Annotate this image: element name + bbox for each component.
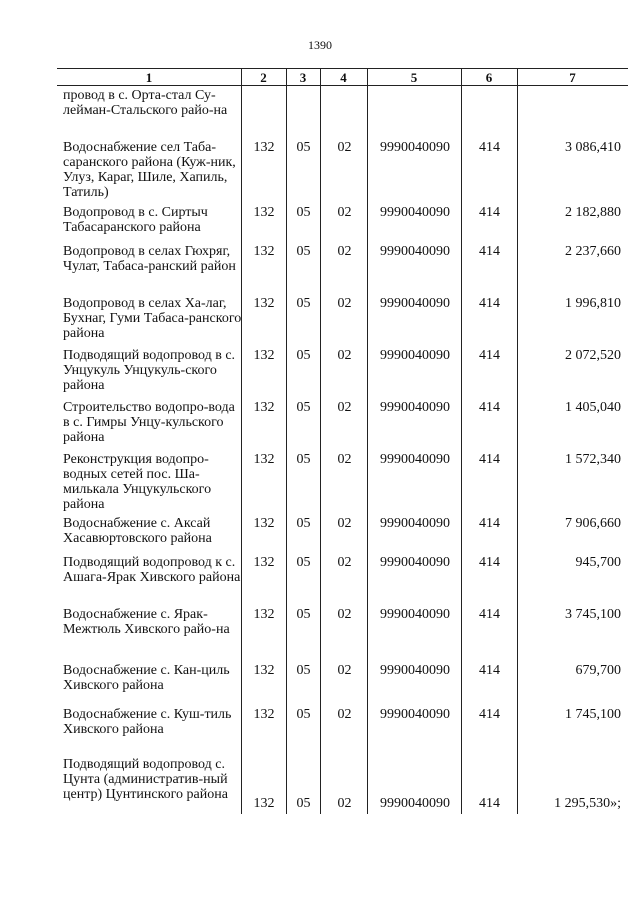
code-subsection: 02: [337, 516, 352, 531]
amount: 1 295,530»;: [554, 796, 621, 811]
object-name: Водопровод в с. Сиртыч Табасаранского района: [63, 205, 208, 235]
code-section: 05: [296, 140, 311, 155]
amount: 3 086,410: [565, 140, 621, 155]
amount: 1 996,810: [565, 296, 621, 311]
page-number: 1390: [308, 38, 332, 52]
amount: 945,700: [575, 555, 621, 570]
code-subsection: 02: [337, 707, 352, 722]
code-subsection: 02: [337, 555, 352, 570]
column-divider: [320, 69, 321, 814]
code-expense-type: 414: [479, 707, 500, 722]
object-name: Водоснабжение с. Ярак-Межтюль Хивского райо-на: [63, 607, 230, 637]
code-target-article: 9990040090: [380, 348, 450, 363]
code-expense-type: 414: [479, 348, 500, 363]
code-target-article: 9990040090: [380, 205, 450, 220]
code-target-article: 9990040090: [380, 607, 450, 622]
code-section: 05: [296, 663, 311, 678]
code-expense-type: 414: [479, 516, 500, 531]
code-ministry: 132: [253, 516, 275, 531]
amount: 679,700: [575, 663, 621, 678]
code-subsection: 02: [337, 205, 352, 220]
header-col-3: 3: [299, 70, 307, 85]
header-col-7: 7: [569, 70, 576, 85]
code-ministry: 132: [253, 400, 275, 415]
code-section: 05: [296, 707, 311, 722]
code-subsection: 02: [337, 452, 352, 467]
code-subsection: 02: [337, 296, 352, 311]
amount: 7 906,660: [565, 516, 621, 531]
object-name: Строительство водопро-вода в с. Гимры Унцу-кульского района: [63, 400, 235, 445]
code-target-article: 9990040090: [380, 555, 450, 570]
code-expense-type: 414: [479, 796, 500, 811]
header-col-4: 4: [340, 70, 347, 85]
code-target-article: 9990040090: [380, 140, 450, 155]
code-expense-type: 414: [479, 205, 500, 220]
code-ministry: 132: [253, 796, 275, 811]
code-ministry: 132: [253, 555, 275, 570]
code-ministry: 132: [253, 244, 275, 259]
code-expense-type: 414: [479, 400, 500, 415]
code-target-article: 9990040090: [380, 452, 450, 467]
code-ministry: 132: [253, 205, 275, 220]
column-divider: [286, 69, 287, 814]
code-ministry: 132: [253, 607, 275, 622]
column-divider: [367, 69, 368, 814]
object-name: Реконструкция водопро-водных сетей пос. Ша-милькала Унцукульского района: [63, 452, 212, 512]
object-name: Водоснабжение сел Таба-саранского района (Куж-ник, Улуз, Караг, Шиле, Хапиль, Татиль): [63, 140, 236, 200]
code-section: 05: [296, 205, 311, 220]
budget-table: [57, 68, 628, 811]
object-name: Водоснабжение с. Аксай Хасавюртовского района: [63, 516, 212, 546]
amount: 2 237,660: [565, 244, 621, 259]
code-section: 05: [296, 348, 311, 363]
code-subsection: 02: [337, 400, 352, 415]
code-target-article: 9990040090: [380, 296, 450, 311]
code-section: 05: [296, 607, 311, 622]
object-name: Водоснабжение с. Куш-тиль Хивского района: [63, 707, 232, 737]
code-target-article: 9990040090: [380, 516, 450, 531]
code-section: 05: [296, 244, 311, 259]
code-section: 05: [296, 516, 311, 531]
object-name: провод в с. Орта-стал Су-лейман-Стальского райо-на: [63, 88, 228, 118]
column-divider: [517, 69, 518, 814]
object-name: Подводящий водопровод с. Цунта (административ-ный центр) Цунтинского района: [63, 757, 228, 802]
amount: 3 745,100: [565, 607, 621, 622]
code-expense-type: 414: [479, 244, 500, 259]
code-subsection: 02: [337, 244, 352, 259]
header-col-2: 2: [260, 70, 267, 85]
code-target-article: 9990040090: [380, 400, 450, 415]
code-subsection: 02: [337, 663, 352, 678]
header-col-1: 1: [145, 70, 153, 85]
column-divider: [461, 69, 462, 814]
code-target-article: 9990040090: [380, 663, 450, 678]
code-ministry: 132: [253, 348, 275, 363]
code-expense-type: 414: [479, 452, 500, 467]
code-expense-type: 414: [479, 607, 500, 622]
code-target-article: 9990040090: [380, 244, 450, 259]
code-expense-type: 414: [479, 555, 500, 570]
code-section: 05: [296, 296, 311, 311]
amount: 1 572,340: [565, 452, 621, 467]
object-name: Подводящий водопровод в с. Унцукуль Унцукуль-ского района: [63, 348, 236, 393]
code-section: 05: [296, 452, 311, 467]
table-header: [57, 69, 628, 86]
amount: 2 182,880: [565, 205, 621, 220]
code-section: 05: [296, 796, 311, 811]
object-name: Водоснабжение с. Кан-циль Хивского района: [63, 663, 230, 693]
code-expense-type: 414: [479, 296, 500, 311]
object-name: Водопровод в селах Гюхряг, Чулат, Табаса-ранский район: [63, 244, 236, 274]
code-subsection: 02: [337, 140, 352, 155]
header-col-6: 6: [485, 70, 493, 85]
object-name: Водопровод в селах Ха-лаг, Бухнаг, Гуми Табаса-ранского района: [63, 296, 242, 341]
code-subsection: 02: [337, 348, 352, 363]
code-expense-type: 414: [479, 140, 500, 155]
amount: 1 745,100: [565, 707, 621, 722]
code-section: 05: [296, 555, 311, 570]
amount: 2 072,520: [565, 348, 621, 363]
code-ministry: 132: [253, 707, 275, 722]
amount: 1 405,040: [565, 400, 621, 415]
code-ministry: 132: [253, 140, 275, 155]
code-section: 05: [296, 400, 311, 415]
header-col-5: 5: [410, 70, 418, 85]
code-ministry: 132: [253, 663, 275, 678]
code-ministry: 132: [253, 296, 275, 311]
code-target-article: 9990040090: [380, 707, 450, 722]
code-expense-type: 414: [479, 663, 500, 678]
code-target-article: 9990040090: [380, 796, 450, 811]
code-ministry: 132: [253, 452, 275, 467]
code-subsection: 02: [337, 607, 352, 622]
object-name: Подводящий водопровод к с. Ашага-Ярак Хивского района: [63, 555, 241, 585]
code-subsection: 02: [337, 796, 352, 811]
